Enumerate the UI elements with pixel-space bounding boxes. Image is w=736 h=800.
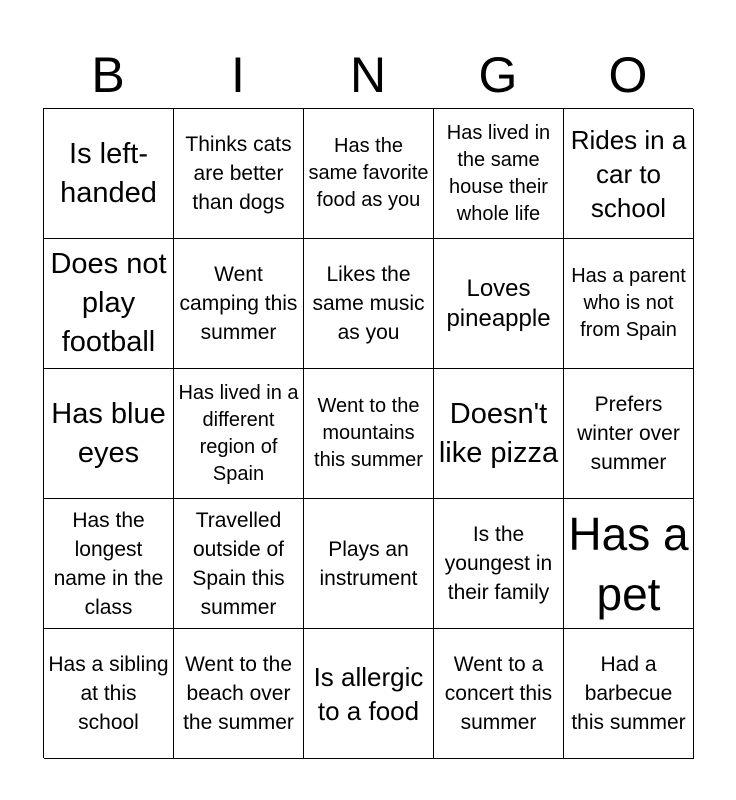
header-letter-b: B (91, 47, 125, 103)
cell-text: Has blue eyes (51, 397, 166, 469)
bingo-cell[interactable] (304, 499, 434, 629)
cell-text: Rides in a car to school (570, 124, 687, 223)
bingo-board (43, 108, 693, 758)
cell-text: Had a barbecue this summer (571, 653, 686, 734)
bingo-cell[interactable] (564, 109, 694, 239)
bingo-cell[interactable] (174, 239, 304, 369)
cell-text: Went to the beach over the summer (183, 653, 294, 734)
header-letter-o: O (608, 47, 648, 103)
bingo-cell[interactable] (434, 499, 564, 629)
cell-text: Prefers winter over summer (577, 393, 680, 474)
bingo-cell[interactable] (434, 239, 564, 369)
cell-text: Has lived in a different region of Spain (178, 381, 299, 485)
cell-text: Likes the same music as you (312, 263, 425, 344)
header-letter-g: G (478, 47, 518, 103)
cell-text: Thinks cats are better than dogs (185, 133, 292, 214)
bingo-cell[interactable] (174, 109, 304, 239)
bingo-cell[interactable] (564, 499, 694, 629)
cell-text: Went to a concert this summer (444, 653, 553, 734)
header-letter-n: N (349, 47, 387, 103)
cell-text: Has a parent who is not from Spain (571, 265, 686, 341)
cell-text: Has the longest name in the class (53, 508, 164, 619)
bingo-cell[interactable] (434, 369, 564, 499)
bingo-cell[interactable] (174, 629, 304, 759)
cell-text: Plays an instrument (319, 537, 418, 590)
bingo-cell[interactable] (174, 369, 304, 499)
bingo-cell[interactable] (174, 499, 304, 629)
bingo-cell[interactable] (44, 239, 174, 369)
bingo-cell[interactable] (44, 369, 174, 499)
bingo-cell[interactable] (304, 109, 434, 239)
cell-text: Has the same favorite food as you (308, 135, 429, 211)
bingo-cell[interactable] (564, 369, 694, 499)
cell-text: Is the youngest in their family (444, 523, 553, 604)
cell-text: Travelled outside of Spain this summer (192, 508, 285, 619)
bingo-cell[interactable] (304, 629, 434, 759)
cell-text: Loves pineapple (446, 274, 551, 332)
bingo-cell[interactable] (44, 629, 174, 759)
cell-text: Went to the mountains this summer (314, 395, 423, 471)
cell-text: Does not play football (50, 248, 167, 358)
bingo-cell[interactable] (304, 369, 434, 499)
cell-text: Is left-handed (60, 137, 157, 209)
cell-text: Has lived in the same house their whole life (446, 121, 551, 225)
header-letter-i: I (231, 47, 245, 103)
bingo-cell[interactable] (304, 239, 434, 369)
bingo-cell[interactable] (564, 239, 694, 369)
cell-text: Is allergic to a food (313, 661, 424, 726)
bingo-cell[interactable] (434, 629, 564, 759)
bingo-cell[interactable] (434, 109, 564, 239)
cell-text: Has a pet (568, 507, 689, 620)
bingo-header (43, 44, 693, 106)
cell-text: Went camping this summer (179, 263, 298, 344)
bingo-cell[interactable] (44, 109, 174, 239)
bingo-cell[interactable] (44, 499, 174, 629)
bingo-cell[interactable] (564, 629, 694, 759)
cell-text: Doesn't like pizza (438, 397, 559, 469)
cell-text: Has a sibling at this school (48, 653, 169, 734)
